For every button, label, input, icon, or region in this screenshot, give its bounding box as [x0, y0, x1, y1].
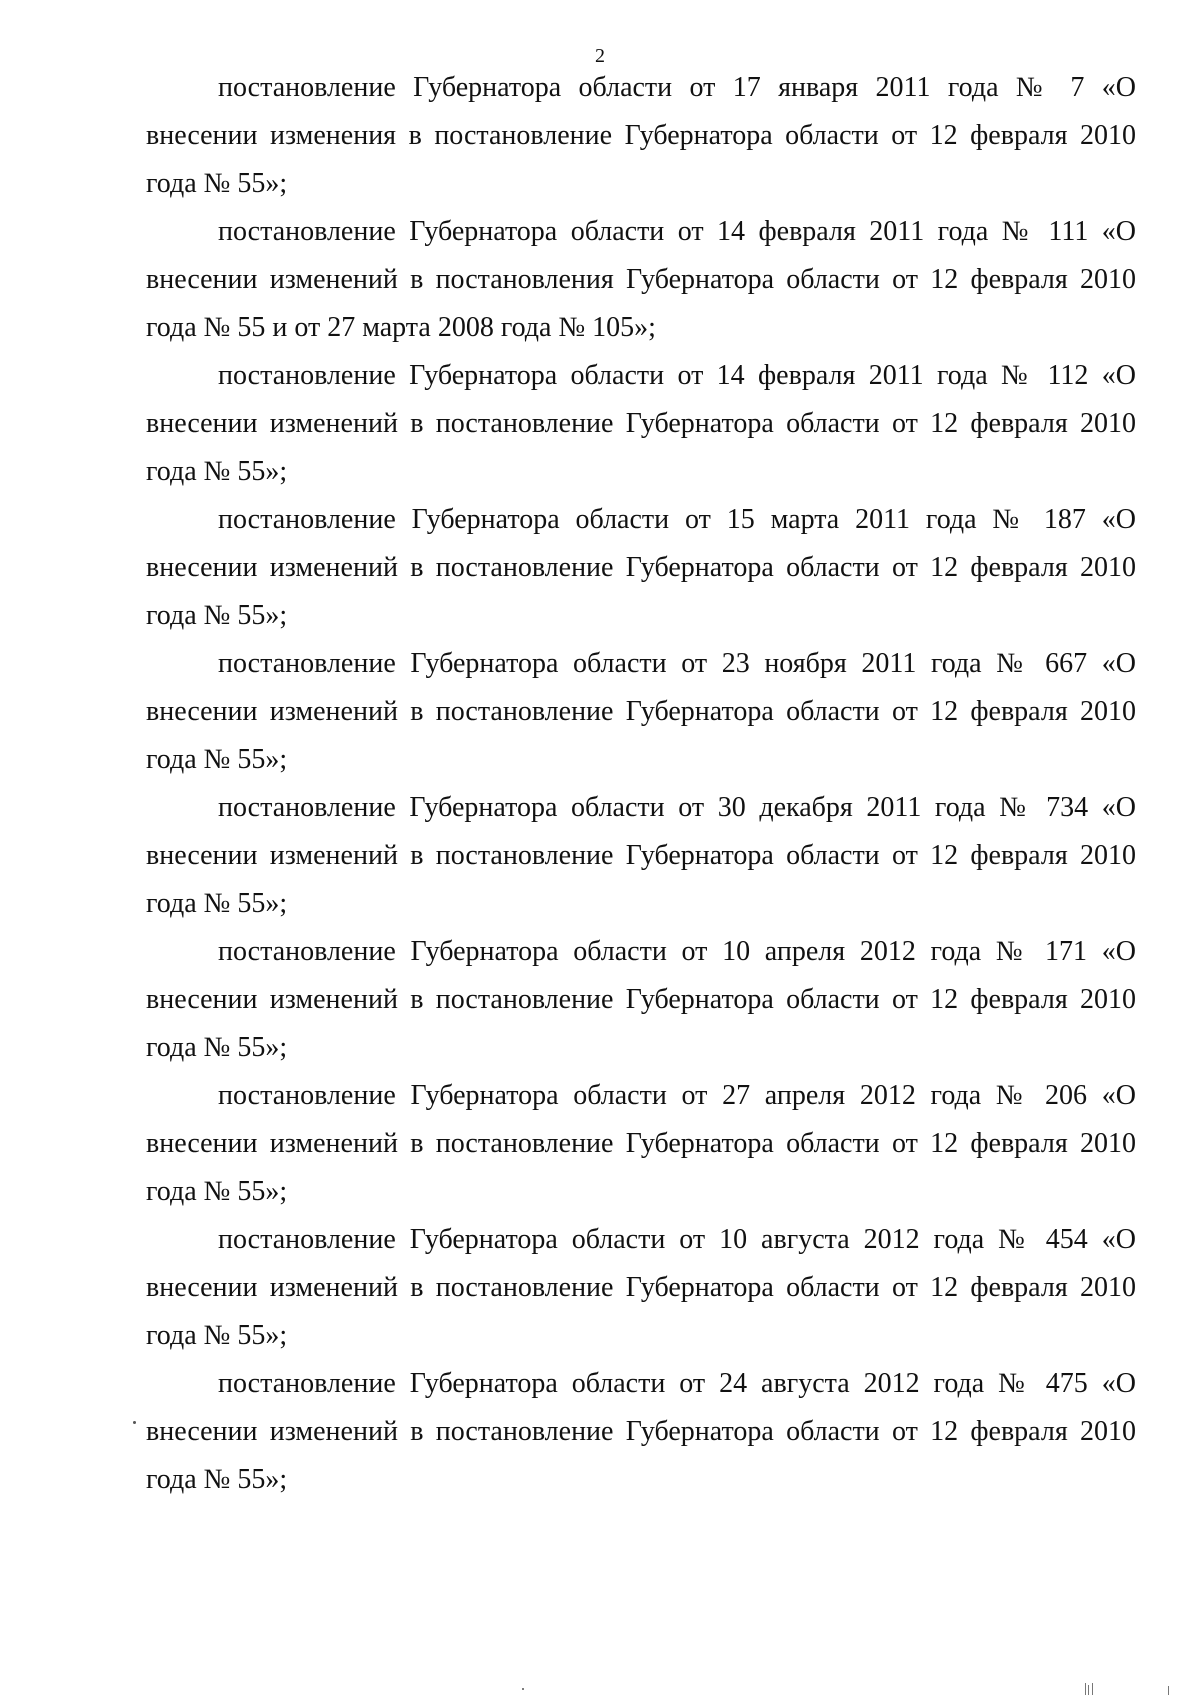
- item-line-2: внесении изменения в постановление Губернатора области от 12 февраля 2010: [146, 120, 1136, 151]
- item-line-3: года № 55 и от 27 марта 2008 года № 105»;: [146, 312, 656, 343]
- item-line-1: постановление Губернатора области от 24 августа 2012 года № 475 «О: [218, 1368, 1136, 1399]
- item-line-3: года № 55»;: [146, 456, 288, 487]
- scan-mark: [1085, 1683, 1086, 1695]
- item-line-2: внесении изменений в постановления Губернатора области от 12 февраля 2010: [146, 264, 1136, 295]
- decree-item: [146, 496, 1136, 640]
- decree-item: [146, 1072, 1136, 1216]
- page-number: 2: [595, 45, 605, 67]
- item-line-1: постановление Губернатора области от 10 августа 2012 года № 454 «О: [218, 1224, 1136, 1255]
- item-line-2: внесении изменений в постановление Губернатора области от 12 февраля 2010: [146, 1128, 1136, 1159]
- item-line-3: года № 55»;: [146, 1176, 288, 1207]
- scan-mark: [1088, 1685, 1089, 1695]
- item-line-1: постановление Губернатора области от 30 декабря 2011 года № 734 «О: [218, 792, 1136, 823]
- decree-item: [146, 1216, 1136, 1360]
- item-line-2: внесении изменений в постановление Губернатора области от 12 февраля 2010: [146, 1416, 1136, 1447]
- scan-mark: [1092, 1683, 1093, 1695]
- item-line-2: внесении изменений в постановление Губернатора области от 12 февраля 2010: [146, 408, 1136, 439]
- item-line-1: постановление Губернатора области от 23 ноября 2011 года № 667 «О: [218, 648, 1136, 679]
- item-line-1: постановление Губернатора области от 15 марта 2011 года № 187 «О: [218, 504, 1136, 535]
- item-line-1: постановление Губернатора области от 14 февраля 2011 года № 111 «О: [218, 216, 1136, 247]
- item-line-3: года № 55»;: [146, 1464, 288, 1495]
- decree-item: [146, 64, 1136, 208]
- scan-mark: [1168, 1686, 1169, 1695]
- decree-item: [146, 208, 1136, 352]
- item-line-3: года № 55»;: [146, 1320, 288, 1351]
- decree-item: [146, 784, 1136, 928]
- item-line-2: внесении изменений в постановление Губернатора области от 12 февраля 2010: [146, 840, 1136, 871]
- decree-item: [146, 1360, 1136, 1504]
- item-line-3: года № 55»;: [146, 744, 288, 775]
- item-line-1: постановление Губернатора области от 17 января 2011 года № 7 «О: [218, 72, 1136, 103]
- decree-list: [146, 64, 1136, 1504]
- item-line-1: постановление Губернатора области от 27 апреля 2012 года № 206 «О: [218, 1080, 1136, 1111]
- item-line-3: года № 55»;: [146, 888, 288, 919]
- decree-item: [146, 640, 1136, 784]
- item-line-3: года № 55»;: [146, 600, 288, 631]
- item-line-3: года № 55»;: [146, 168, 288, 199]
- item-line-1: постановление Губернатора области от 10 апреля 2012 года № 171 «О: [218, 936, 1136, 967]
- item-line-2: внесении изменений в постановление Губернатора области от 12 февраля 2010: [146, 984, 1136, 1015]
- item-line-2: внесении изменений в постановление Губернатора области от 12 февраля 2010: [146, 552, 1136, 583]
- item-line-2: внесении изменений в постановление Губернатора области от 12 февраля 2010: [146, 1272, 1136, 1303]
- scan-speck: [522, 1688, 524, 1690]
- item-line-1: постановление Губернатора области от 14 февраля 2011 года № 112 «О: [218, 360, 1136, 391]
- item-line-3: года № 55»;: [146, 1032, 288, 1063]
- decree-item: [146, 928, 1136, 1072]
- scan-speck: [133, 1421, 136, 1424]
- decree-item: [146, 352, 1136, 496]
- item-line-2: внесении изменений в постановление Губернатора области от 12 февраля 2010: [146, 696, 1136, 727]
